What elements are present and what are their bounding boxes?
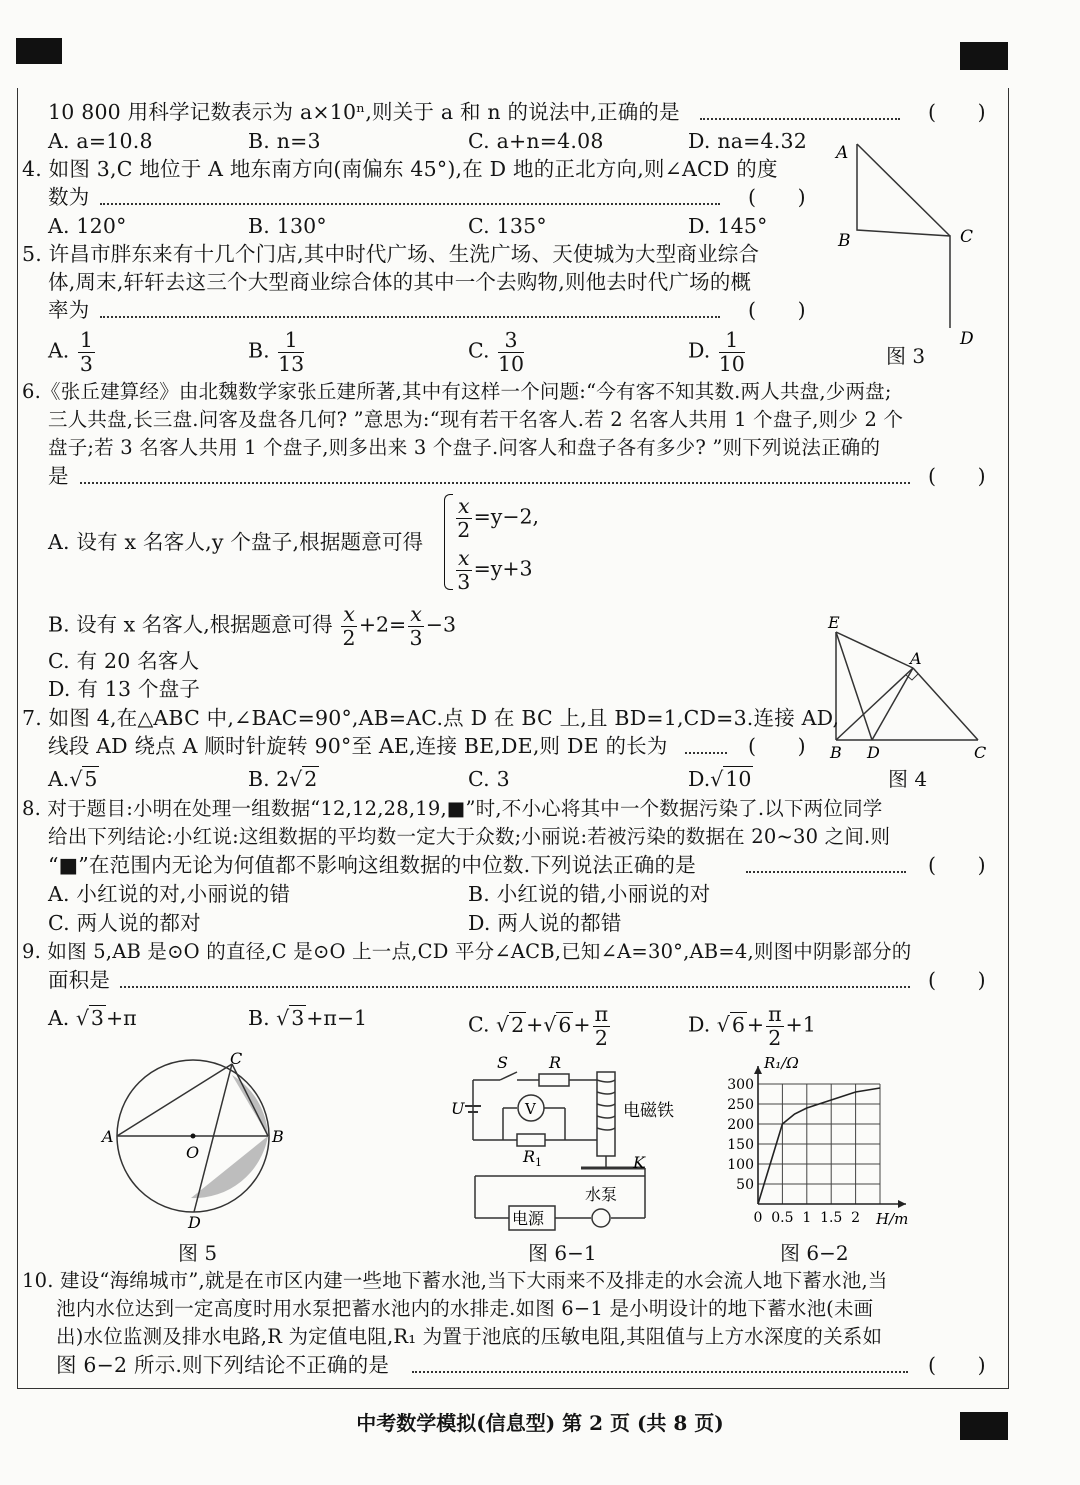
chart-x-axis-label: H/m bbox=[876, 1210, 909, 1228]
fig4-label-b: B bbox=[830, 743, 842, 762]
q3-option-d: D. na=4.32 bbox=[688, 129, 807, 153]
q5-line2: 体,周末,轩轩去这三个大型商业综合体的其中一个去购物,则他去时代广场的概 bbox=[48, 270, 752, 294]
q8-option-d: D. 两人说的都错 bbox=[468, 911, 622, 935]
q9-option-a: A. √3+π bbox=[48, 1006, 137, 1030]
fig3-label-b: B bbox=[838, 231, 851, 251]
chart-y-tick-label: 50 bbox=[736, 1177, 754, 1193]
page-footer: 中考数学模拟(信息型) 第 2 页 (共 8 页) bbox=[356, 1411, 724, 1435]
chart-x-tick-label: 0.5 bbox=[771, 1210, 794, 1226]
fig4-line-ad bbox=[872, 668, 913, 740]
figure-4 bbox=[822, 610, 1000, 762]
fig62-caption: 图 6−2 bbox=[780, 1241, 849, 1265]
q5-option-c: C. $\frac{3}{10}$ bbox=[468, 328, 525, 376]
chart-y-tick-label: 150 bbox=[727, 1137, 754, 1153]
q4-line1: 4. 如图 3,C 地位于 A 地东南方向(南偏东 45°),在 D 地的正北方向,则∠ACD 的度 bbox=[22, 157, 778, 181]
q5-line1: 5. 许昌市胖东来有十几个门店,其中时代广场、生洗广场、天使城为大型商业综合 bbox=[22, 242, 760, 266]
q5-line3: 率为 bbox=[48, 298, 90, 322]
chart-x-tick-label: 2 bbox=[851, 1210, 861, 1226]
fig3-path-ab bbox=[857, 144, 950, 328]
fig61-resistor-r1 bbox=[517, 1134, 545, 1146]
q9-option-d: D. √6+ $\frac{\pi}{2}$ +1 bbox=[688, 1002, 816, 1050]
q5-option-a: A. $\frac{1}{3}$ bbox=[48, 328, 93, 376]
q6-option-d: D. 有 13 个盘子 bbox=[48, 677, 201, 701]
q10-line3: 出)水位监测及排水电路,R 为定值电阻,R₁ 为置于池底的压敏电阻,其阻值与上方水深度的关系如 bbox=[56, 1325, 883, 1348]
chart-x-tick-label: 1.5 bbox=[820, 1210, 843, 1226]
fig61-switch-s bbox=[500, 1072, 517, 1080]
q7-option-b: B. 2√2 bbox=[248, 767, 318, 791]
registration-mark bbox=[16, 38, 62, 64]
fig3-line-ac bbox=[857, 144, 950, 236]
fig61-label-r1: R bbox=[523, 1147, 536, 1166]
q7-option-d: D.√10 bbox=[688, 767, 752, 791]
fig61-label-magnet: 电磁铁 bbox=[623, 1101, 674, 1121]
fig4-label-d: D bbox=[867, 743, 880, 762]
fig4-label-a: A bbox=[910, 649, 922, 668]
q8-option-a: A. 小红说的对,小丽说的错 bbox=[48, 882, 291, 906]
fig5-caption: 图 5 bbox=[178, 1241, 218, 1265]
q10-line4: 图 6−2 所示.则下列结论不正确的是 bbox=[56, 1353, 390, 1377]
chart-x-tick-label: 0 bbox=[753, 1210, 763, 1226]
q8-option-c: C. 两人说的都对 bbox=[48, 911, 201, 935]
q8-line1: 8. 对于题目:小明在处理一组数据“12,12,28,19,■”时,不小心将其中一个数据污染了.以下两位同学 bbox=[22, 797, 883, 820]
chart-y-axis-arrow bbox=[754, 1066, 762, 1074]
q6-line2: 三人共盘,长三盘.问客及盘各几何? ”意思为:“现有若干名客人.若 2 名客人共用 1 个盘子,则少 2 个 bbox=[48, 408, 904, 431]
q3-option-c: C. a+n=4.08 bbox=[468, 129, 604, 153]
chart-axes bbox=[754, 1066, 906, 1208]
fig3-label-d: D bbox=[960, 329, 974, 349]
fig61-resistor-r bbox=[539, 1074, 569, 1086]
q6-equation-1: $\frac{x}{2}$ =y−2, bbox=[457, 494, 540, 542]
figure-5 bbox=[96, 1050, 296, 1236]
fig3-label-a: A bbox=[836, 143, 849, 163]
q10-line1: 10. 建设“海绵城市”,就是在市区内建一些地下蓄水池,当下大雨来不及排走的水会流人地下蓄水池,当 bbox=[22, 1269, 888, 1292]
q9-paren: ( ) bbox=[928, 968, 986, 992]
fig4-right-angle bbox=[906, 674, 918, 680]
chart-x-tick-label: 1 bbox=[802, 1210, 812, 1226]
fig61-label-v: V bbox=[525, 1100, 536, 1118]
q5-option-d: D. $\frac{1}{10}$ bbox=[688, 328, 745, 376]
fig5-line-ac bbox=[117, 1064, 232, 1136]
fig5-center-dot bbox=[191, 1134, 196, 1139]
fig61-electromagnet bbox=[597, 1072, 615, 1156]
fig61-caption: 图 6−1 bbox=[528, 1241, 597, 1265]
fig61-label-r: R bbox=[549, 1053, 562, 1072]
q10-paren: ( ) bbox=[928, 1353, 986, 1377]
q4-option-b: B. 130° bbox=[248, 214, 327, 238]
fig4-label-e: E bbox=[828, 613, 840, 632]
fig3-caption: 图 3 bbox=[886, 344, 926, 368]
q8-line2: 给出下列结论:小红说:这组数据的平均数一定大于众数;小丽说:若被污染的数据在 20~30 之间.则 bbox=[48, 825, 891, 848]
fig4-label-c: C bbox=[974, 743, 987, 762]
chart-x-axis-arrow bbox=[898, 1200, 906, 1208]
fig61-label-power: 电源 bbox=[512, 1209, 545, 1228]
q8-line3: “■”在范围内无论为何值都不影响这组数据的中位数.下列说法正确的是 bbox=[48, 853, 696, 877]
q4-paren: ( ) bbox=[748, 185, 806, 209]
figure-6-2-chart bbox=[716, 1054, 926, 1234]
fig61-label-u: U bbox=[451, 1099, 465, 1118]
q6-option-c: C. 有 20 名客人 bbox=[48, 649, 200, 673]
q6-option-a: A. 设有 x 名客人,y 个盘子,根据题意可得 bbox=[48, 530, 424, 554]
q3-option-b: B. n=3 bbox=[248, 129, 321, 153]
q4-line2: 数为 bbox=[48, 185, 90, 209]
fig5-line-cb bbox=[232, 1064, 268, 1136]
fig4-line-ac bbox=[913, 668, 978, 740]
fig5-label-b: B bbox=[272, 1127, 284, 1146]
q7-paren: ( ) bbox=[748, 734, 806, 758]
q6-line1: 6.《张丘建算经》由北魏数学家张丘建所著,其中有这样一个问题:“今有客不知其数.两人共盘,少两盘; bbox=[22, 380, 892, 403]
q4-option-c: C. 135° bbox=[468, 214, 547, 238]
q6-equation-brace bbox=[444, 494, 453, 590]
q5-option-b: B. $\frac{1}{13}$ bbox=[248, 328, 305, 376]
q9-line2: 面积是 bbox=[48, 968, 111, 992]
fig61-label-pump: 水泵 bbox=[585, 1185, 618, 1204]
chart-y-tick-label: 200 bbox=[727, 1117, 754, 1133]
q10-line2: 池内水位达到一定高度时用水泵把蓄水池内的水排走.如图 6−1 是小明设计的地下蓄水池(未画 bbox=[56, 1297, 874, 1320]
q8-option-b: B. 小红说的错,小丽说的对 bbox=[468, 882, 711, 906]
q6-paren: ( ) bbox=[928, 464, 986, 488]
fig61-label-k: K bbox=[633, 1153, 645, 1172]
fig5-label-a: A bbox=[102, 1127, 114, 1146]
q6-option-b: B. 设有 x 名客人,根据题意可得 $\frac{x}{2}$ +2= $\frac{x}{3}$ −3 bbox=[48, 602, 457, 650]
fig3-label-c: C bbox=[960, 227, 974, 247]
fig4-line-ea bbox=[836, 632, 913, 668]
q7-option-a: A.√5 bbox=[48, 767, 98, 791]
q9-option-c: C. √2+√6+ $\frac{\pi}{2}$ bbox=[468, 1002, 609, 1050]
q7-option-c: C. 3 bbox=[468, 767, 510, 791]
q8-paren: ( ) bbox=[928, 853, 986, 877]
fig61-label-s: S bbox=[497, 1053, 508, 1072]
q9-option-b: B. √3+π−1 bbox=[248, 1006, 368, 1030]
q3-paren: ( ) bbox=[928, 100, 986, 124]
fig5-label-c: C bbox=[230, 1050, 243, 1068]
fig61-pump bbox=[592, 1209, 610, 1227]
q7-line1: 7. 如图 4,在△ABC 中,∠BAC=90°,AB=AC.点 D 在 BC 上,且 BD=1,CD=3.连接 AD, bbox=[22, 706, 840, 730]
q5-paren: ( ) bbox=[748, 298, 806, 322]
fig61-label-r1-sub: 1 bbox=[535, 1156, 542, 1169]
q6-line4: 是 bbox=[48, 464, 69, 488]
fig5-label-d: D bbox=[188, 1213, 201, 1232]
q9-line1: 9. 如图 5,AB 是⊙O 的直径,C 是⊙O 上一点,CD 平分∠ACB,已知∠A=30°,AB=4,则图中阴影部分的 bbox=[22, 940, 912, 963]
chart-y-tick-label: 100 bbox=[727, 1157, 754, 1173]
fig4-caption: 图 4 bbox=[888, 767, 928, 791]
figure-3 bbox=[830, 138, 990, 358]
q4-option-d: D. 145° bbox=[688, 214, 768, 238]
figure-6-1-circuit bbox=[445, 1050, 695, 1235]
q4-option-a: A. 120° bbox=[48, 214, 127, 238]
q7-line2: 线段 AD 绕点 A 顺时针旋转 90°至 AE,连接 BE,DE,则 DE 的长为 bbox=[48, 734, 668, 758]
registration-mark bbox=[960, 42, 1008, 70]
chart-y-tick-label: 300 bbox=[727, 1077, 754, 1093]
chart-y-axis-label: R₁/Ω bbox=[764, 1054, 799, 1072]
q6-equation-2: $\frac{x}{3}$ =y+3 bbox=[457, 546, 533, 594]
chart-y-tick-label: 250 bbox=[727, 1097, 754, 1113]
chart-series-r1 bbox=[758, 1088, 880, 1204]
fig4-line-ab bbox=[836, 668, 913, 740]
q3-option-a: A. a=10.8 bbox=[48, 129, 153, 153]
q6-line3: 盘子;若 3 名客人共用 1 个盘子,则多出来 3 个盘子.问客人和盘子各有多少? ”则下列说法正确的 bbox=[48, 436, 881, 459]
fig5-label-o: O bbox=[186, 1143, 200, 1162]
q3-stem: 10 800 用科学记数表示为 a×10ⁿ,则关于 a 和 n 的说法中,正确的是 bbox=[48, 100, 680, 124]
